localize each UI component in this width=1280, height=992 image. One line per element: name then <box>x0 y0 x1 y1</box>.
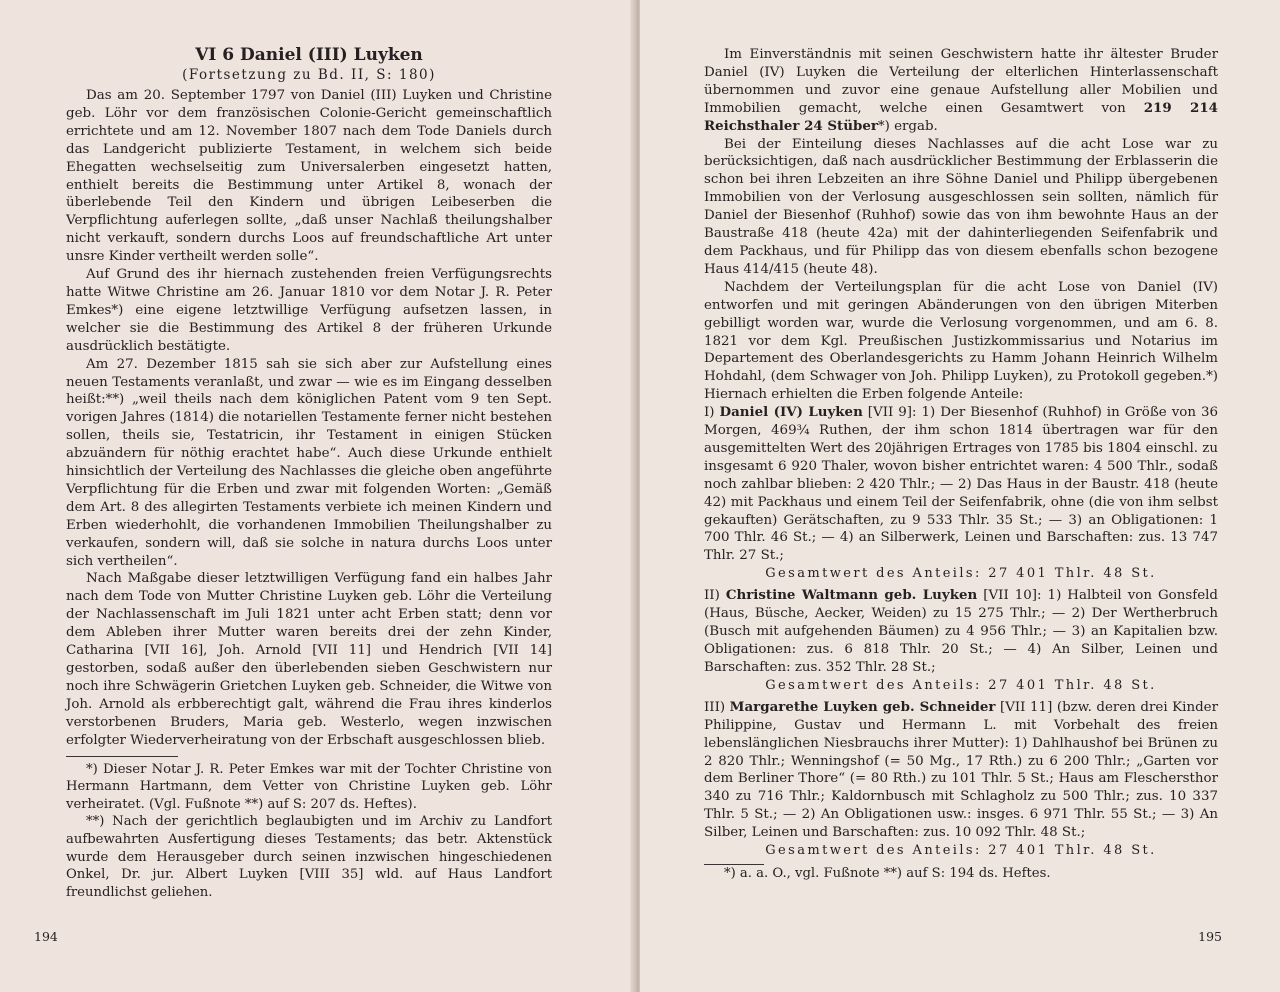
share-entry <box>704 699 1218 842</box>
right-page <box>640 0 1280 992</box>
footnote: *) a. a. O., vgl. Fußnote **) auf S: 194 ds. Heftes. <box>724 866 1051 882</box>
share-number: II) <box>704 588 720 604</box>
paragraph-text: *) ergab. <box>877 118 938 134</box>
footnote: **) Nach der gerichtlich beglaubigten und im Archiv zu Landfort aufbewahrten Ausfertigung dieses Testaments; das betr. Aktenstück wurde dem Herausgeber durch seinen inzwischen hingeschiedenen Onkel, Dr. jur. Albert Luyken [VIII 35] wld. auf Haus Landfort freundlichst geliehen. <box>66 814 552 900</box>
share-number: III) <box>704 699 726 715</box>
share-total: Gesamtwert des Anteils: 27 401 Thlr. 48 St. <box>765 843 1157 859</box>
heir-name: Daniel (IV) Luyken <box>719 404 863 421</box>
left-page <box>0 0 636 992</box>
share-entry <box>704 404 1218 565</box>
heir-name: Christine Waltmann geb. Luyken <box>725 587 978 604</box>
share-text: [VII 9]: 1) Der Biesenhof (Ruhhof) in Größe von 36 Morgen, 469¾ Ruthen, der ihm schon 1814 übertragen war für den ausgemittelten Wert des 20jährigen Ertrages von 1785 bis 1804 einschl. zu insgesamt 6 920 Thaler, wovon bisher entrichtet waren: 4 500 Thlr., sodaß noch zahlbar blieben: 2 420 Thlr.; — 2) Das Haus in der Baustr. 418 (heute 42) mit Packhaus und einem Teil der Seifenfabrik, ohne (die von ihm selbst gekauften) Gerätschaften, zu 9 533 Thlr. 35 St.; — 3) an Obligationen: 1 700 Thlr. 46 St.; — 4) an Silberwerk, Leinen und Barschaften: zus. 13 747 Thlr. 27 St.; <box>704 405 1218 564</box>
paragraph: Nach Maßgabe dieser letztwilligen Verfügung fand ein halbes Jahr nach dem Tode von Mutter Christine Luyken geb. Löhr die Verteilung der Nachlassenschaft im Juli 1821 unter acht Erben statt; denn vor dem Ableben ihrer Mutter waren bereits drei der zehn Kinder, Catharina [VII 16], Joh. Arnold [VII 11] und Hendrich [VII 14] gestorben, sodaß außer den überlebenden sieben Geschwistern nur noch ihre Schwägerin Grietchen Luyken geb. Schneider, die Witwe von Joh. Arnold als erbberechtigt galt, während die Frau ihres kinderlos verstorbenen Bruders, Maria geb. Westerlo, wegen inzwischen erfolgter Wiederverheiratung von der Erbschaft ausgeschlossen blieb. <box>66 571 552 748</box>
share-number: I) <box>704 405 715 421</box>
paragraph: Auf Grund des ihr hiernach zustehenden freien Verfügungsrechts hatte Witwe Christine am 26. Januar 1810 vor dem Notar J. R. Peter Emkes*) eine eigene letztwillige Verfügung aufsetzen lassen, in welcher sie die Bestimmung des Artikel 8 der früheren Urkunde ausdrücklich bestätigte. <box>66 267 552 354</box>
bold-amount: 219 214 Reichsthaler 24 Stüber <box>704 99 1218 134</box>
share-total: Gesamtwert des Anteils: 27 401 Thlr. 48 St. <box>765 566 1157 582</box>
share-text: [VII 10]: 1) Halbteil von Gonsfeld (Haus, Büsche, Aecker, Weiden) zu 15 275 Thlr.; — 2) Der Wertherbruch (Busch mit aufgehenden Bäumen) zu 4 956 Thlr.; — 3) an Kapitalien bzw. Obligationen: zus. 6 818 Thlr. 20 St.; — 4) An Silber, Leinen und Barschaften: zus. 352 Thlr. 28 St.; <box>704 588 1218 675</box>
paragraph: Bei der Einteilung dieses Nachlasses auf die acht Lose war zu berücksichtigen, daß nach ausdrücklicher Bestimmung der Erblasserin die schon bei ihren Lebzeiten an ihre Söhne Daniel und Philipp übergebenen Immobilien von der Verlosung ausgeschlossen sein sollten, nämlich für Daniel der Biesenhof (Ruhhof) sowie das von ihm bewohnte Haus an der Baustraße 418 (heute 42a) mit der dahinterliegenden Seifenfabrik und dem Packhaus, und für Philipp das von diesem ebenfalls schon bezogene Haus 414/415 (heute 48). <box>704 136 1218 277</box>
paragraph: Am 27. Dezember 1815 sah sie sich aber zur Aufstellung eines neuen Testaments veranlaßt, und zwar — wie es im Eingang desselben heißt:**) „weil theils nach dem königlichen Patent vom 9 ten Sept. vorigen Jahres (1814) die notariellen Testamente ferner nicht bestehen sollen, theils sie, Testatricin, ihr Testament in einigen Stücken abzuändern für nöthig erachtet habe“. Auch diese Urkunde enthielt hinsichtlich der Verteilung des Nachlasses die gleiche oben angeführte Verpflichtung für die Erben und zwar mit folgenden Worten: „Gemäß dem Art. 8 des allegirten Testaments verbiete ich meinen Kindern und Erben wiederhohlt, die vorhandenen Immobilien Theilungshalber zu verkaufen, sondern will, daß sie solche in natura durchs Loos unter sich vertheilen“. <box>66 356 552 569</box>
share-entry <box>704 587 1218 677</box>
page-title: VI 6 Daniel (III) Luyken <box>195 45 423 65</box>
paragraph: Nachdem der Verteilungsplan für die acht Lose von Daniel (IV) entworfen und mit geringen Abänderungen von den übrigen Miterben gebilligt worden war, wurde die Verlosung vorgenommen, und am 6. 8. 1821 vor dem Kgl. Preußischen Justizkommissarius und Notarius im Departement des Oberlandesgerichts zu Hamm Johann Heinrich Wilhelm Hohdahl, (dem Schwager von Joh. Philipp Luyken), zu Protokoll gegeben.*) Hiernach erhielten die Erben folgende Anteile: <box>704 279 1218 403</box>
paragraph <box>704 46 1218 136</box>
footnote-divider <box>66 756 178 757</box>
page-subtitle: (Fortsetzung zu Bd. II, S: 180) <box>182 67 436 83</box>
page-number: 195 <box>1198 929 1222 944</box>
paragraph: Das am 20. September 1797 von Daniel (III) Luyken und Christine geb. Löhr vor dem französischen Colonie-Gericht gemeinschaftlich errichtete und am 12. November 1807 nach dem Tode Daniels durch das Landgericht publizierte Testament, in welchem sich beide Ehegatten wechselseitig zum Universalerben eingesetzt hatten, enthielt bereits die Bestimmung unter Artikel 8, wonach der überlebende Teil den Kindern und übrigen Leibeserben die Verpflichtung auferlegen sollte, „daß unser Nachlaß theilungshalber nicht verkauft, sondern durchs Loos auf freundschaftliche Art unter unsre Kinder vertheilt werden solle“. <box>66 88 552 265</box>
heir-name: Margarethe Luyken geb. Schneider <box>729 698 996 715</box>
share-total: Gesamtwert des Anteils: 27 401 Thlr. 48 St. <box>765 677 1157 693</box>
page-number: 194 <box>34 929 58 944</box>
footnote: *) Dieser Notar J. R. Peter Emkes war mit der Tochter Christine von Hermann Hartmann, dem Vetter von Christine Luyken geb. Löhr verheiratet. (Vgl. Fußnote **) auf S: 207 ds. Heftes). <box>66 761 552 812</box>
share-text: [VII 11] (bzw. deren drei Kinder Philippine, Gustav und Hermann L. mit Vorbehalt des freien lebenslänglichen Niesbrauchs ihrer Mutter): 1) Dahlhaushof bei Brünen zu 2 820 Thlr.; Wenningshof (= 50 Mg., 17 Rth.) zu 6 200 Thlr.; „Garten vor dem Berliner Thore“ (= 80 Rth.) zu 101 Thlr. 5 St.; Haus am Fleschersthor 340 zu 716 Thlr.; Kaldornbusch mit Schlagholz zu 500 Thlr.; zus. 10 337 Thlr. 5 St.; — 2) An Obligationen usw.: insges. 6 971 Thlr. 55 St.; — 3) An Silber, Leinen und Barschaften: zus. 10 092 Thlr. 48 St.; <box>704 699 1218 841</box>
paragraph-text: Im Einverständnis mit seinen Geschwistern hatte ihr ältester Bruder Daniel (IV) Luyken die Verteilung der elterlichen Hinterlassenschaft übernommen und zuvor eine genaue Aufstellung aller Mobilien und Immobilien gemacht, welche einen Gesamtwert von <box>704 47 1218 116</box>
